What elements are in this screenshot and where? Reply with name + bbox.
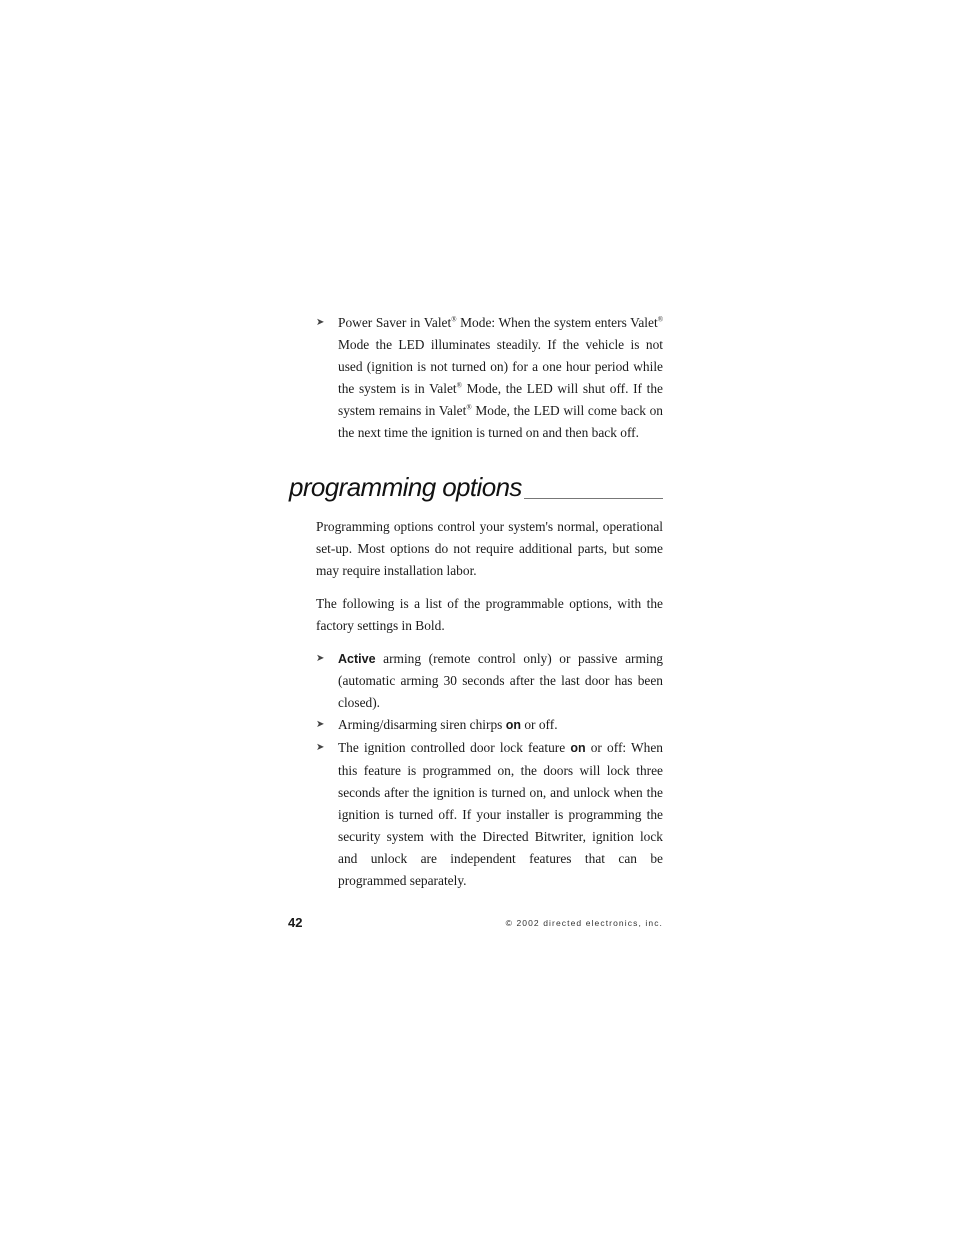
bullet-text: Power Saver in Valet: [338, 315, 452, 330]
arrow-bullet-icon: ➤: [316, 317, 325, 328]
bullet-text: Mode, the LED will come back on the next time the ignition is turned on and then back off.: [338, 402, 663, 440]
intro-paragraph: Programming options control your system's normal, operational set-up. Most options do not require additional parts, but some may require installation labor.: [316, 519, 663, 578]
page-title: programming options: [289, 472, 522, 502]
registered-mark: ®: [456, 381, 462, 390]
copyright-notice: © 2002 directed electronics, inc.: [505, 918, 663, 928]
bullet-text: Arming/disarming siren chirps: [338, 717, 506, 733]
registered-mark: ®: [657, 315, 664, 324]
bullet-text: The ignition controlled door lock feature: [338, 740, 571, 756]
registered-mark: ®: [451, 315, 457, 324]
bullet-text: Mode: When the system enters Valet: [456, 315, 658, 330]
factory-setting: Active: [338, 651, 376, 666]
section-body: [316, 516, 663, 892]
list-item: [316, 648, 663, 715]
factory-setting: on: [505, 718, 522, 733]
list-item: [316, 714, 663, 737]
page-number: 42: [288, 915, 303, 930]
bullet-text: or off: When this feature is programmed on, the doors will lock three seconds after the ignition is turned on, and unlock when the ignition is turned off. If your installer is programming the security system with the Directed Bitwriter, ignition lock and unlock are independent features that can be programmed separately.: [338, 740, 663, 888]
factory-setting: on: [570, 741, 586, 756]
bullet-text: Mode, the LED will shut off. If the system remains in Valet: [338, 380, 663, 418]
registered-mark: ®: [466, 403, 472, 412]
arrow-bullet-icon: ➤: [316, 742, 325, 754]
options-list: [316, 648, 663, 892]
heading-rule: [524, 498, 663, 499]
bullet-text: Mode the LED illuminates steadily. If the vehicle is not used (ignition is not turned on) for a one hour period while the system is in Valet: [338, 336, 663, 396]
list-item: [316, 312, 663, 443]
section-heading: [289, 472, 663, 502]
arrow-bullet-icon: ➤: [316, 652, 325, 664]
arrow-bullet-icon: ➤: [316, 719, 325, 731]
list-item: [316, 737, 663, 891]
factory-settings-paragraph: The following is a list of the programmable options, with the factory settings in Bold.: [316, 595, 663, 633]
bullet-text: or off.: [521, 717, 558, 733]
intro-bullet: [316, 312, 663, 443]
bullet-text: arming (remote control only) or passive arming (automatic arming 30 seconds after the last door has been closed).: [338, 650, 663, 711]
